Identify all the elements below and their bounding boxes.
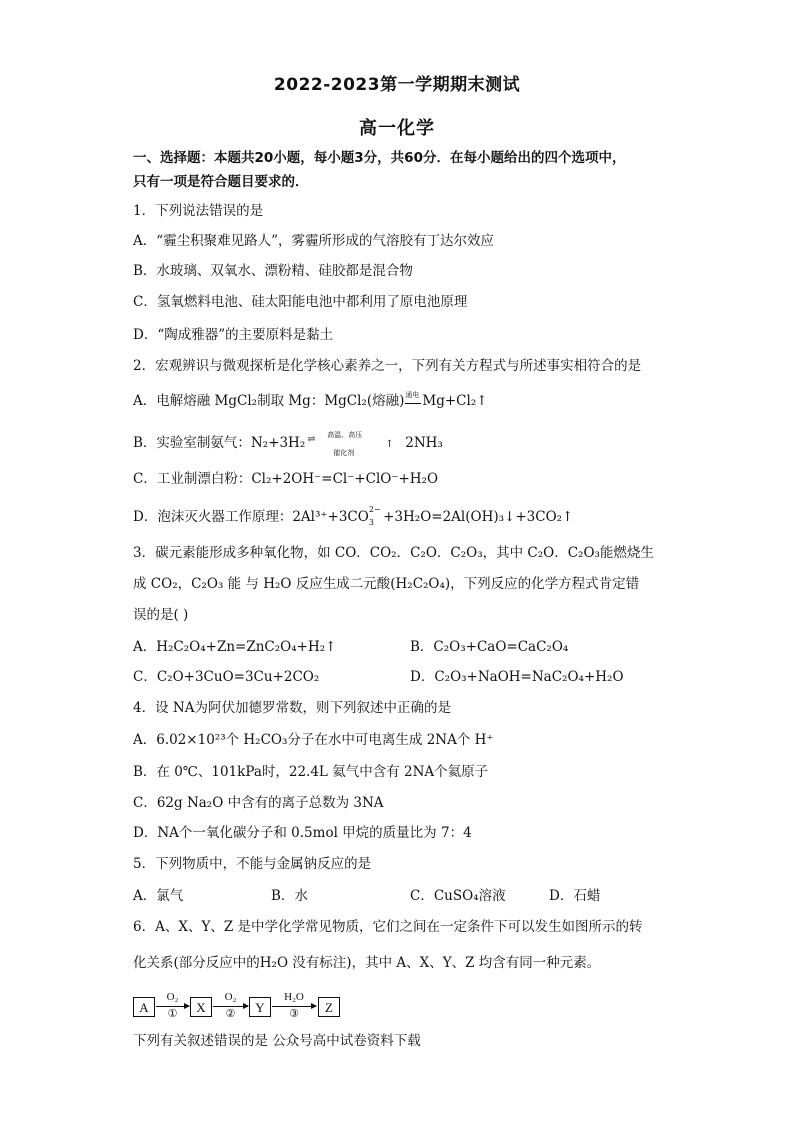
q6-arrow-3 [272,1006,316,1007]
q5-option-d: D．石蜡 [549,888,601,904]
q3-stem-line3: 误的是( ) [133,607,189,623]
q1-option-a: A．“霾尘积聚难见路人”，雾霾所形成的气溶胶有丁达尔效应 [133,233,495,249]
q6-arrow-3-step: ③ [289,1008,299,1020]
q1-option-d: D．“陶成雅器”的主要原料是黏土 [133,327,334,343]
q2-option-d [133,504,574,527]
q2-option-a [133,391,488,411]
q3-option-a: A．H₂C₂O₄+Zn=ZnC₂O₄+H₂↑ [133,639,337,655]
q2-option-c: C．工业制漂白粉：Cl₂+2OH⁻=Cl⁻+ClO⁻+H₂O [133,471,439,487]
q2-d-rest: +3H₂O=2Al(OH)₃↓+3CO₂↑ [378,509,574,525]
q2-b-condition-top: 高温、高压 [327,430,363,439]
q4-stem: 4．设 NA为阿伏加德罗常数，则下列叙述中正确的是 [133,700,451,716]
q6-arrow-2 [213,1006,248,1007]
exam-title: 2022-2023第一学期期末测试 [273,75,521,95]
q6-arrow-2-step: ② [225,1008,236,1020]
q2-d-ion-scripts [368,504,381,527]
q6-box-x: X [190,997,212,1017]
q2-b-condition-arrow: ⇌ 高温、高压 催化剂 ↑ [307,430,394,457]
q6-arrow-1-step: ① [167,1008,178,1020]
q2-a-condition: 通电 [405,390,420,399]
q2-option-b [133,430,443,457]
q3-option-c: C．C₂O+3CuO=3Cu+2CO₂ [133,669,320,685]
q3-stem-line1: 3．碳元素能形成多种氧化物，如 CO．CO₂．C₂O．C₂O₃，其中 C₂O．C₂O₃能燃烧生 [133,545,654,561]
q6-stem-line2: 化关系(部分反应中的H₂O 没有标注)，其中 A、X、Y、Z 均含有同一种元素。 [133,955,601,971]
q4-option-a: A．6.02×10²³个 H₂CO₃分子在水中可电离生成 2NA个 H⁺ [133,732,494,748]
q1-option-c: C．氢氧燃料电池、硅太阳能电池中都利用了原电池原理 [133,294,468,310]
q3-stem-line2: 成 CO₂，C₂O₃ 能 与 H₂O 反应生成二元酸(H₂C₂O₄)，下列反应的化学方程式肯定错 [133,576,640,592]
q2-stem: 2．宏观辨识与微观探析是化学核心素养之一，下列有关方程式与所述事实相符合的是 [133,358,642,374]
q2-b-text: B．实验室制氨气：N₂+3H₂ [133,435,306,451]
q2-a-text: A．电解熔融 MgCl₂制取 Mg：MgCl₂(熔融) [133,393,405,409]
q6-arrow-3-reagent: H₂O [284,991,304,1003]
q2-b-product: 2NH₃ [405,435,443,451]
section-heading-line2: 只有一项是符合题目要求的． [133,174,309,190]
q6-followup: 下列有关叙述错误的是 公众号高中试卷资料下载 [133,1033,421,1049]
q5-option-b: B．水 [271,888,308,904]
q3-option-d: D．C₂O₃+NaOH=NaC₂O₄+H₂O [410,669,624,685]
q2-a-product: Mg+Cl₂↑ [422,393,488,409]
q3-option-b: B．C₂O₃+CaO=CaC₂O₄ [410,639,569,655]
q2-b-condition-bottom: 催化剂 [333,448,355,457]
q6-stem-line1: 6．A、X、Y、Z 是中学化学常见物质，它们之间在一定条件下可以发生如图所示的转 [133,919,643,935]
q2-a-condition-arrow [404,390,422,409]
q5-stem: 5．下列物质中，不能与金属钠反应的是 [133,856,372,872]
q2-d-ion-sup: 2− [368,504,381,514]
q6-arrow-1-reagent: O₂ [166,991,179,1003]
q6-arrow-1 [156,1006,189,1007]
exam-subject: 高一化学 [359,118,435,139]
q2-d-ion-sub: 3 [368,517,374,527]
q6-box-a: A [133,997,155,1017]
q5-option-c: C．CuSO₄溶液 [410,888,506,904]
q6-arrow-2-reagent: O₂ [224,991,237,1003]
q4-option-b: B．在 0℃、101kPa时，22.4L 氦气中含有 2NA个氦原子 [133,764,489,780]
q2-d-ion: CO [347,509,369,525]
section-heading-line1: 一、选择题：本题共20小题，每小题3分，共60分．在每小题给出的四个选项中， [133,150,626,166]
q6-box-z: Z [318,997,340,1017]
q1-stem: 1．下列说法错误的是 [133,203,264,219]
q4-option-d: D．NA个一氧化碳分子和 0.5mol 甲烷的质量比为 7：4 [133,825,472,841]
q5-option-a: A．氯气 [133,888,184,904]
q1-option-b: B．水玻璃、双氧水、漂粉精、硅胶都是混合物 [133,263,413,279]
q4-option-c: C．62g Na₂O 中含有的离子总数为 3NA [133,795,384,811]
q2-d-text: D．泡沫灭火器工作原理：2Al³⁺+3 [133,509,348,525]
q6-box-y: Y [249,997,271,1017]
